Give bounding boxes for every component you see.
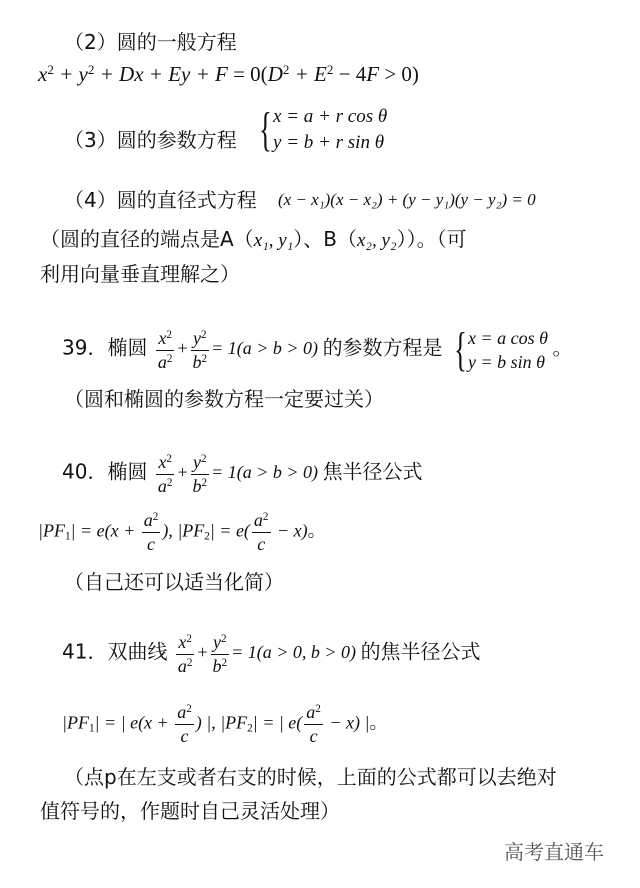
item-39: 39．椭圆 $\frac{x^2}{a^2}$ + $\frac{y^2}{b^2}$ = 1(a > b > 0) 的参数方程是 { x = a cos θ y = b sin θ 。 [62, 323, 573, 377]
item-40: 40．椭圆 $\frac{x^2}{a^2}$ + $\frac{y^2}{b^2}$ = 1(a > b > 0) 焦半径公式 [62, 452, 423, 496]
circle-param-x: x = a + r cos θ [273, 106, 388, 127]
item-40-focal-radius-formula: $|PF_1| = e(x$ + $\frac{a^2}{c}$ ), $|PF_2| = e$( $\frac{a^2}{c}$ − x)。 [38, 510, 326, 554]
diameter-equation-formula: (x − x₁)(x − x₂) + (y − y₁)(y − y₂) = 0 [278, 190, 536, 209]
item-39-ellipse-equation: $\frac{x^2}{a^2}$ + $\frac{y^2}{b^2}$ = 1(a > b > 0) [157, 328, 319, 372]
diameter-equation-label: （4）圆的直径式方程 [64, 188, 257, 212]
note-41-line2: 值符号的，作题时自己灵活处理） [40, 799, 340, 823]
watermark: 高考直通车 [504, 840, 604, 864]
circle-parametric-system: { x = a + r cos θ y = b + r sin θ [259, 102, 388, 156]
item-41: 41．双曲线 $\frac{x^2}{a^2}$ + $\frac{y^2}{b^2}$ = 1(a > 0, b > 0) 的焦半径公式 [62, 632, 481, 676]
diameter-note-line2: 利用向量垂直理解之） [40, 262, 240, 286]
diameter-note: （圆的直径的端点是A（x₁, y₁）、B（x₂, y₂））。（可 [40, 227, 467, 251]
item-40-ellipse-equation: $\frac{x^2}{a^2}$ + $\frac{y^2}{b^2}$ = 1(a > b > 0) [157, 452, 319, 496]
note-40: （自己还可以适当化简） [64, 570, 284, 594]
note-41-line1: （点p在左支或者右支的时候，上面的公式都可以去绝对 [64, 765, 557, 789]
item-41-focal-radius-formula: $|PF_1|$ = | e(x + $\frac{a^2}{c}$ ) |, $|PF_2|$ = | e( $\frac{a^2}{c}$ − x) |。 [62, 702, 388, 746]
note-39: （圆和椭圆的参数方程一定要过关） [64, 387, 384, 411]
item-41-hyperbola-equation: $\frac{x^2}{a^2}$ + $\frac{y^2}{b^2}$ = 1(a > 0, b > 0) [177, 632, 357, 676]
general-equation-formula: $x^2 + y^2 + Dx + Ey + F = 0(D^2 + E^2 - 4F > 0)$ [38, 61, 419, 86]
circle-param-y: y = b + r sin θ [273, 131, 385, 153]
general-equation-heading: （2）圆的一般方程 [64, 30, 237, 54]
parametric-equation-label: （3）圆的参数方程 [64, 128, 237, 152]
ellipse-parametric-system: { x = a cos θ y = b sin θ [454, 323, 548, 377]
